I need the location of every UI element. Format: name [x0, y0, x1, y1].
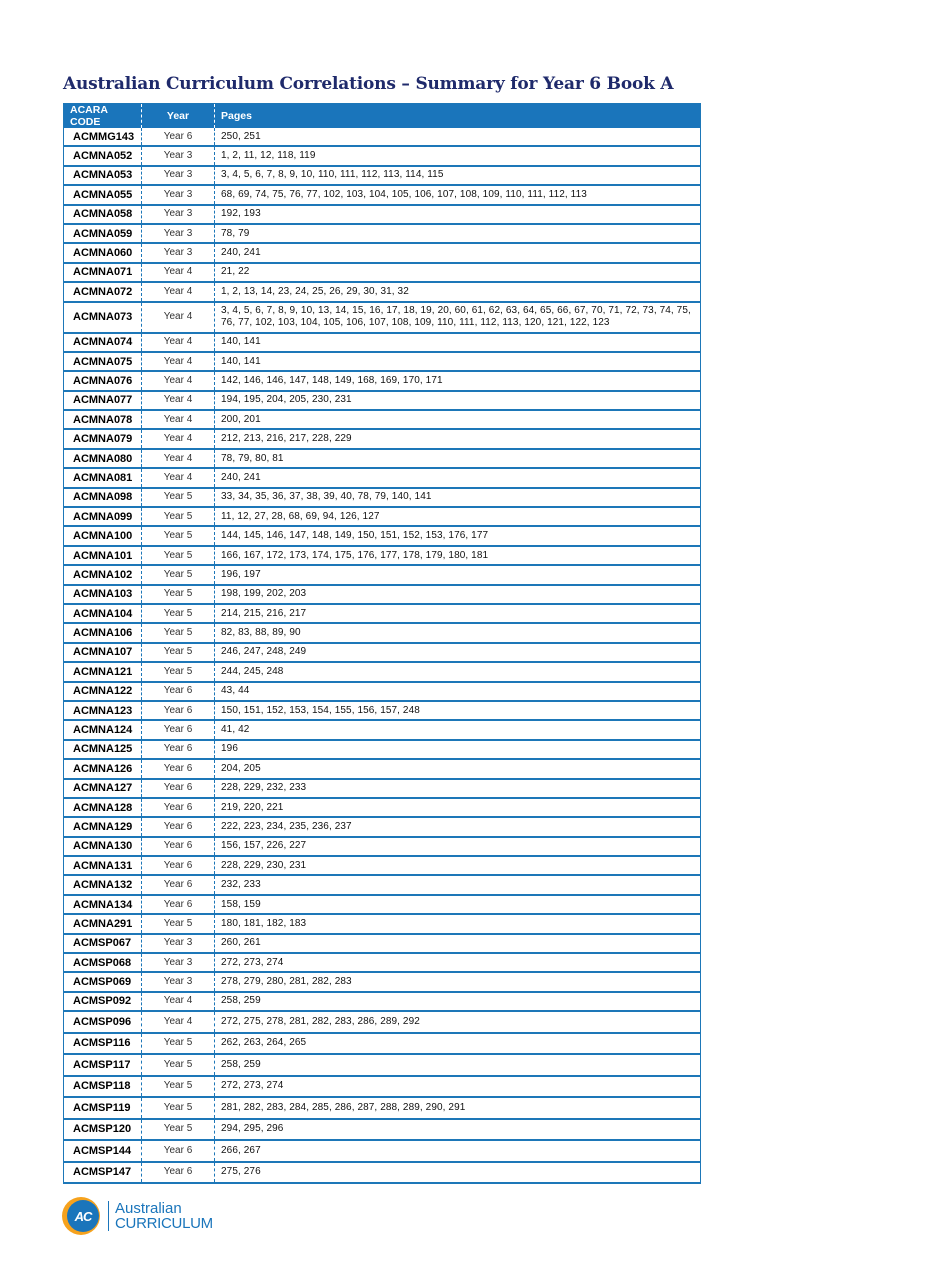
acara-code-cell: ACMNA102: [64, 565, 142, 584]
table-row: [64, 1076, 701, 1098]
table-row: [64, 488, 701, 507]
table-row: [64, 604, 701, 623]
year-cell: Year 3: [142, 224, 215, 243]
acara-code-cell: ACMSP069: [64, 972, 142, 991]
acara-code-cell: ACMNA080: [64, 449, 142, 468]
acara-code-cell: ACMNA073: [64, 302, 142, 333]
table-row: [64, 779, 701, 798]
acara-code-cell: ACMNA078: [64, 410, 142, 429]
year-cell: Year 4: [142, 302, 215, 333]
table-row: [64, 662, 701, 681]
acara-code-cell: ACMNA059: [64, 224, 142, 243]
year-cell: Year 6: [142, 1162, 215, 1184]
table-row: [64, 875, 701, 894]
pages-cell: 33, 34, 35, 36, 37, 38, 39, 40, 78, 79, 140, 141: [215, 488, 701, 507]
header-year: Year: [142, 104, 215, 129]
year-cell: Year 3: [142, 953, 215, 972]
pages-cell: 78, 79, 80, 81: [215, 449, 701, 468]
acara-code-cell: ACMNA100: [64, 526, 142, 545]
pages-cell: 43, 44: [215, 682, 701, 701]
year-cell: Year 6: [142, 1140, 215, 1162]
pages-cell: 294, 295, 296: [215, 1119, 701, 1141]
table-row: [64, 449, 701, 468]
acara-code-cell: ACMNA104: [64, 604, 142, 623]
table-row: [64, 623, 701, 642]
pages-cell: 68, 69, 74, 75, 76, 77, 102, 103, 104, 105, 106, 107, 108, 109, 110, 111, 112, 113: [215, 185, 701, 204]
year-cell: Year 4: [142, 263, 215, 282]
table-row: [64, 128, 701, 146]
pages-cell: 144, 145, 146, 147, 148, 149, 150, 151, 152, 153, 176, 177: [215, 526, 701, 545]
acara-code-cell: ACMNA103: [64, 585, 142, 604]
pages-cell: 140, 141: [215, 333, 701, 352]
acara-code-cell: ACMNA123: [64, 701, 142, 720]
pages-cell: 272, 273, 274: [215, 953, 701, 972]
acara-code-cell: ACMNA132: [64, 875, 142, 894]
logo-divider: [108, 1201, 109, 1231]
table-row: [64, 263, 701, 282]
acara-code-cell: ACMSP068: [64, 953, 142, 972]
year-cell: Year 5: [142, 1076, 215, 1098]
acara-code-cell: ACMSP118: [64, 1076, 142, 1098]
acara-code-cell: ACMNA074: [64, 333, 142, 352]
pages-cell: 194, 195, 204, 205, 230, 231: [215, 391, 701, 410]
pages-cell: 41, 42: [215, 720, 701, 739]
table-row: [64, 914, 701, 933]
acara-code-cell: ACMNA076: [64, 371, 142, 390]
year-cell: Year 4: [142, 468, 215, 487]
acara-code-cell: ACMNA077: [64, 391, 142, 410]
table-row: [64, 333, 701, 352]
table-row: [64, 934, 701, 953]
year-cell: Year 6: [142, 720, 215, 739]
table-row: [64, 720, 701, 739]
year-cell: Year 5: [142, 914, 215, 933]
acara-code-cell: ACMMG143: [64, 128, 142, 146]
correlation-table: [63, 103, 701, 1184]
pages-cell: 240, 241: [215, 243, 701, 262]
year-cell: Year 5: [142, 1054, 215, 1076]
year-cell: Year 6: [142, 895, 215, 914]
table-row: [64, 992, 701, 1011]
table-row: [64, 205, 701, 224]
year-cell: Year 5: [142, 585, 215, 604]
table-row: [64, 526, 701, 545]
page-title: Australian Curriculum Correlations – Summary for Year 6 Book A: [63, 74, 674, 94]
year-cell: Year 3: [142, 972, 215, 991]
table-row: [64, 371, 701, 390]
header-acara-code: ACARA CODE: [64, 104, 142, 129]
header-pages: Pages: [215, 104, 701, 129]
pages-cell: 192, 193: [215, 205, 701, 224]
table-header-row: [64, 104, 701, 129]
pages-cell: 272, 273, 274: [215, 1076, 701, 1098]
acara-code-cell: ACMNA053: [64, 166, 142, 185]
pages-cell: 3, 4, 5, 6, 7, 8, 9, 10, 13, 14, 15, 16, 17, 18, 19, 20, 60, 61, 62, 63, 64, 65, 66, 67, 70, 71, 72, 73, 74, 75, 76, 77, 102, 103, 104, 105, 106, 107, 108, 109, 110, 111, 112, 113, 120, 121, 122, 123: [215, 302, 701, 333]
table-row: [64, 410, 701, 429]
acara-code-cell: ACMNA075: [64, 352, 142, 371]
pages-cell: 222, 223, 234, 235, 236, 237: [215, 817, 701, 836]
table-row: [64, 1011, 701, 1033]
pages-cell: 228, 229, 230, 231: [215, 856, 701, 875]
year-cell: Year 3: [142, 146, 215, 165]
table-row: [64, 837, 701, 856]
year-cell: Year 4: [142, 992, 215, 1011]
acara-code-cell: ACMNA098: [64, 488, 142, 507]
acara-code-cell: ACMNA130: [64, 837, 142, 856]
pages-cell: 158, 159: [215, 895, 701, 914]
acara-code-cell: ACMSP092: [64, 992, 142, 1011]
year-cell: Year 5: [142, 1119, 215, 1141]
pages-cell: 258, 259: [215, 992, 701, 1011]
pages-cell: 78, 79: [215, 224, 701, 243]
acara-code-cell: ACMNA071: [64, 263, 142, 282]
ac-badge-icon: [62, 1197, 100, 1235]
logo-line-2: CURRICULUM: [115, 1215, 213, 1232]
year-cell: Year 4: [142, 410, 215, 429]
pages-cell: 3, 4, 5, 6, 7, 8, 9, 10, 110, 111, 112, 113, 114, 115: [215, 166, 701, 185]
pages-cell: 272, 275, 278, 281, 282, 283, 286, 289, 292: [215, 1011, 701, 1033]
acara-code-cell: ACMNA060: [64, 243, 142, 262]
year-cell: Year 6: [142, 128, 215, 146]
pages-cell: 250, 251: [215, 128, 701, 146]
year-cell: Year 4: [142, 429, 215, 448]
table-row: [64, 391, 701, 410]
pages-cell: 200, 201: [215, 410, 701, 429]
pages-cell: 198, 199, 202, 203: [215, 585, 701, 604]
year-cell: Year 6: [142, 779, 215, 798]
acara-code-cell: ACMNA127: [64, 779, 142, 798]
pages-cell: 150, 151, 152, 153, 154, 155, 156, 157, 248: [215, 701, 701, 720]
year-cell: Year 5: [142, 526, 215, 545]
acara-code-cell: ACMNA128: [64, 798, 142, 817]
year-cell: Year 3: [142, 934, 215, 953]
year-cell: Year 6: [142, 837, 215, 856]
pages-cell: 11, 12, 27, 28, 68, 69, 94, 126, 127: [215, 507, 701, 526]
table-row: [64, 468, 701, 487]
year-cell: Year 5: [142, 623, 215, 642]
year-cell: Year 5: [142, 546, 215, 565]
table-row: [64, 146, 701, 165]
acara-code-cell: ACMSP119: [64, 1097, 142, 1119]
pages-cell: 262, 263, 264, 265: [215, 1033, 701, 1055]
year-cell: Year 3: [142, 166, 215, 185]
table-row: [64, 565, 701, 584]
acara-code-cell: ACMNA131: [64, 856, 142, 875]
table-row: [64, 546, 701, 565]
table-row: [64, 643, 701, 662]
acara-code-cell: ACMNA122: [64, 682, 142, 701]
acara-code-cell: ACMNA107: [64, 643, 142, 662]
pages-cell: 278, 279, 280, 281, 282, 283: [215, 972, 701, 991]
pages-cell: 266, 267: [215, 1140, 701, 1162]
table-row: [64, 682, 701, 701]
pages-cell: 258, 259: [215, 1054, 701, 1076]
acara-code-cell: ACMSP144: [64, 1140, 142, 1162]
pages-cell: 196, 197: [215, 565, 701, 584]
table-row: [64, 166, 701, 185]
table-row: [64, 895, 701, 914]
logo-line-1: Australian: [115, 1200, 182, 1217]
acara-code-cell: ACMNA134: [64, 895, 142, 914]
year-cell: Year 3: [142, 243, 215, 262]
table-row: [64, 953, 701, 972]
pages-cell: 21, 22: [215, 263, 701, 282]
table-row: [64, 798, 701, 817]
table-row: [64, 507, 701, 526]
table-row: [64, 282, 701, 301]
acara-code-cell: ACMSP096: [64, 1011, 142, 1033]
table-body: [64, 128, 701, 1183]
acara-code-cell: ACMSP147: [64, 1162, 142, 1184]
year-cell: Year 4: [142, 352, 215, 371]
ac-badge-text: AC: [67, 1200, 99, 1232]
pages-cell: 212, 213, 216, 217, 228, 229: [215, 429, 701, 448]
year-cell: Year 3: [142, 185, 215, 204]
acara-code-cell: ACMNA101: [64, 546, 142, 565]
acara-code-cell: ACMNA081: [64, 468, 142, 487]
year-cell: Year 6: [142, 759, 215, 778]
acara-code-cell: ACMNA126: [64, 759, 142, 778]
year-cell: Year 4: [142, 449, 215, 468]
table-row: [64, 1140, 701, 1162]
year-cell: Year 5: [142, 507, 215, 526]
pages-cell: 204, 205: [215, 759, 701, 778]
acara-code-cell: ACMNA072: [64, 282, 142, 301]
table-row: [64, 1033, 701, 1055]
table-row: [64, 185, 701, 204]
pages-cell: 219, 220, 221: [215, 798, 701, 817]
pages-cell: 240, 241: [215, 468, 701, 487]
pages-cell: 228, 229, 232, 233: [215, 779, 701, 798]
pages-cell: 166, 167, 172, 173, 174, 175, 176, 177, 178, 179, 180, 181: [215, 546, 701, 565]
table-row: [64, 352, 701, 371]
year-cell: Year 5: [142, 662, 215, 681]
year-cell: Year 5: [142, 1033, 215, 1055]
year-cell: Year 6: [142, 875, 215, 894]
year-cell: Year 5: [142, 488, 215, 507]
table-row: [64, 740, 701, 759]
acara-code-cell: ACMNA106: [64, 623, 142, 642]
pages-cell: 260, 261: [215, 934, 701, 953]
acara-code-cell: ACMNA058: [64, 205, 142, 224]
acara-code-cell: ACMSP067: [64, 934, 142, 953]
year-cell: Year 4: [142, 1011, 215, 1033]
year-cell: Year 4: [142, 333, 215, 352]
year-cell: Year 6: [142, 856, 215, 875]
australian-curriculum-logo: [62, 1197, 213, 1235]
table-row: [64, 302, 701, 333]
acara-code-cell: ACMNA124: [64, 720, 142, 739]
acara-code-cell: ACMNA099: [64, 507, 142, 526]
pages-cell: 140, 141: [215, 352, 701, 371]
logo-wordmark: [115, 1201, 213, 1231]
pages-cell: 142, 146, 146, 147, 148, 149, 168, 169, 170, 171: [215, 371, 701, 390]
pages-cell: 196: [215, 740, 701, 759]
year-cell: Year 6: [142, 682, 215, 701]
year-cell: Year 5: [142, 565, 215, 584]
year-cell: Year 6: [142, 798, 215, 817]
acara-code-cell: ACMNA291: [64, 914, 142, 933]
table-row: [64, 224, 701, 243]
acara-code-cell: ACMNA079: [64, 429, 142, 448]
acara-code-cell: ACMSP117: [64, 1054, 142, 1076]
table-row: [64, 243, 701, 262]
acara-code-cell: ACMNA055: [64, 185, 142, 204]
acara-code-cell: ACMNA129: [64, 817, 142, 836]
year-cell: Year 6: [142, 740, 215, 759]
acara-code-cell: ACMSP116: [64, 1033, 142, 1055]
acara-code-cell: ACMSP120: [64, 1119, 142, 1141]
pages-cell: 232, 233: [215, 875, 701, 894]
table-row: [64, 1097, 701, 1119]
pages-cell: 82, 83, 88, 89, 90: [215, 623, 701, 642]
table-row: [64, 856, 701, 875]
table-row: [64, 1119, 701, 1141]
pages-cell: 156, 157, 226, 227: [215, 837, 701, 856]
table-row: [64, 759, 701, 778]
year-cell: Year 6: [142, 701, 215, 720]
year-cell: Year 4: [142, 282, 215, 301]
pages-cell: 1, 2, 13, 14, 23, 24, 25, 26, 29, 30, 31, 32: [215, 282, 701, 301]
pages-cell: 1, 2, 11, 12, 118, 119: [215, 146, 701, 165]
pages-cell: 246, 247, 248, 249: [215, 643, 701, 662]
table-row: [64, 585, 701, 604]
table-row: [64, 1162, 701, 1184]
year-cell: Year 4: [142, 371, 215, 390]
pages-cell: 214, 215, 216, 217: [215, 604, 701, 623]
year-cell: Year 5: [142, 1097, 215, 1119]
year-cell: Year 4: [142, 391, 215, 410]
pages-cell: 281, 282, 283, 284, 285, 286, 287, 288, 289, 290, 291: [215, 1097, 701, 1119]
table-row: [64, 817, 701, 836]
acara-code-cell: ACMNA125: [64, 740, 142, 759]
acara-code-cell: ACMNA121: [64, 662, 142, 681]
table-row: [64, 972, 701, 991]
year-cell: Year 3: [142, 205, 215, 224]
pages-cell: 244, 245, 248: [215, 662, 701, 681]
year-cell: Year 6: [142, 817, 215, 836]
year-cell: Year 5: [142, 643, 215, 662]
pages-cell: 275, 276: [215, 1162, 701, 1184]
table-row: [64, 1054, 701, 1076]
table-row: [64, 701, 701, 720]
table-row: [64, 429, 701, 448]
acara-code-cell: ACMNA052: [64, 146, 142, 165]
year-cell: Year 5: [142, 604, 215, 623]
pages-cell: 180, 181, 182, 183: [215, 914, 701, 933]
